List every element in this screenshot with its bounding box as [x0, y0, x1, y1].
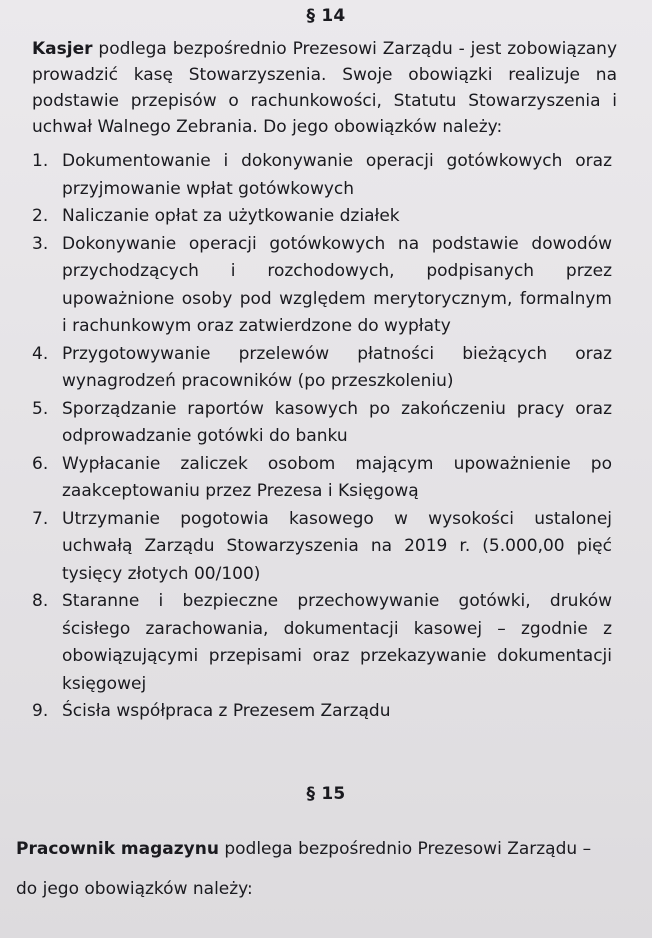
- list-item-number: 2.: [32, 206, 49, 226]
- list-item: [32, 341, 612, 396]
- list-item: [32, 148, 612, 203]
- list-item-text: Sporządzanie raportów kasowych po zakończeniu pracy oraz odprowadzanie gotówki do banku: [62, 398, 612, 446]
- list-item-text: Wypłacanie zaliczek osobom mającym upoważnienie po zaakceptowaniu przez Prezesa i Księgową: [62, 453, 612, 501]
- list-item-number: 7.: [32, 508, 49, 529]
- list-item-number: 9.: [32, 701, 49, 721]
- list-item: [32, 203, 612, 231]
- list-item: [32, 451, 612, 506]
- section-15-intro-text: podlega bezpośrednio Prezesowi Zarządu –: [218, 839, 592, 859]
- section-15-intro-line2: do jego obowiązków należy:: [16, 879, 253, 899]
- list-item-number: 6.: [32, 453, 49, 474]
- list-item-text: Dokumentowanie i dokonywanie operacji gotówkowych oraz przyjmowanie wpłat gotówkowych: [62, 151, 612, 199]
- section-15-intro-bold: Pracownik magazynu: [16, 839, 219, 859]
- section-15-intro: [16, 836, 616, 862]
- list-item-text: Naliczanie opłat za użytkowanie działek: [62, 206, 400, 226]
- list-item-text: Przygotowywanie przelewów płatności bieżących oraz wynagrodzeń pracowników (po przeszkoleniu): [62, 343, 612, 391]
- list-item-text: Utrzymanie pogotowia kasowego w wysokości ustalonej uchwałą Zarządu Stowarzyszenia na 2019 r. (5.000,00 pięć tysięcy złotych 00/100): [62, 508, 612, 584]
- section-14-heading: § 14: [306, 6, 346, 26]
- section-15-heading: § 15: [306, 784, 346, 804]
- list-item-number: 1.: [32, 151, 49, 171]
- list-item-text: Dokonywanie operacji gotówkowych na podstawie dowodów przychodzących i rozchodowych, podpisanych przez upoważnione osoby pod względem merytorycznym, formalnym i rachunkowym oraz zatwierdzone do wypłaty: [62, 233, 612, 336]
- list-item-text: Staranne i bezpieczne przechowywanie gotówki, druków ścisłego zarachowania, dokumentacji kasowej – zgodnie z obowiązującymi przepisami oraz przekazywanie dokumentacji księgowej: [62, 591, 612, 694]
- list-item: [32, 588, 612, 698]
- section-14-intro-bold: Kasjer: [32, 39, 93, 59]
- list-item-text: Ścisła współpraca z Prezesem Zarządu: [62, 701, 391, 721]
- section-14-intro: [32, 36, 617, 140]
- list-item-number: 8.: [32, 591, 49, 611]
- list-item-number: 3.: [32, 233, 49, 254]
- list-item: [32, 396, 612, 451]
- list-item-number: 5.: [32, 398, 49, 419]
- list-item: [32, 698, 612, 726]
- section-14-intro-text: podlega bezpośrednio Prezesowi Zarządu - jest zobowiązany prowadzić kasę Stowarzyszenia. Swoje obowiązki realizuje na podstawie przepisów o rachunkowości, Statutu Stowarzyszenia i uchwał Walnego Zebrania. Do jego obowiązków należy:: [32, 39, 617, 137]
- list-item: [32, 231, 612, 341]
- section-14-duties-list: [32, 148, 612, 726]
- list-item-number: 4.: [32, 343, 49, 364]
- list-item: [32, 506, 612, 589]
